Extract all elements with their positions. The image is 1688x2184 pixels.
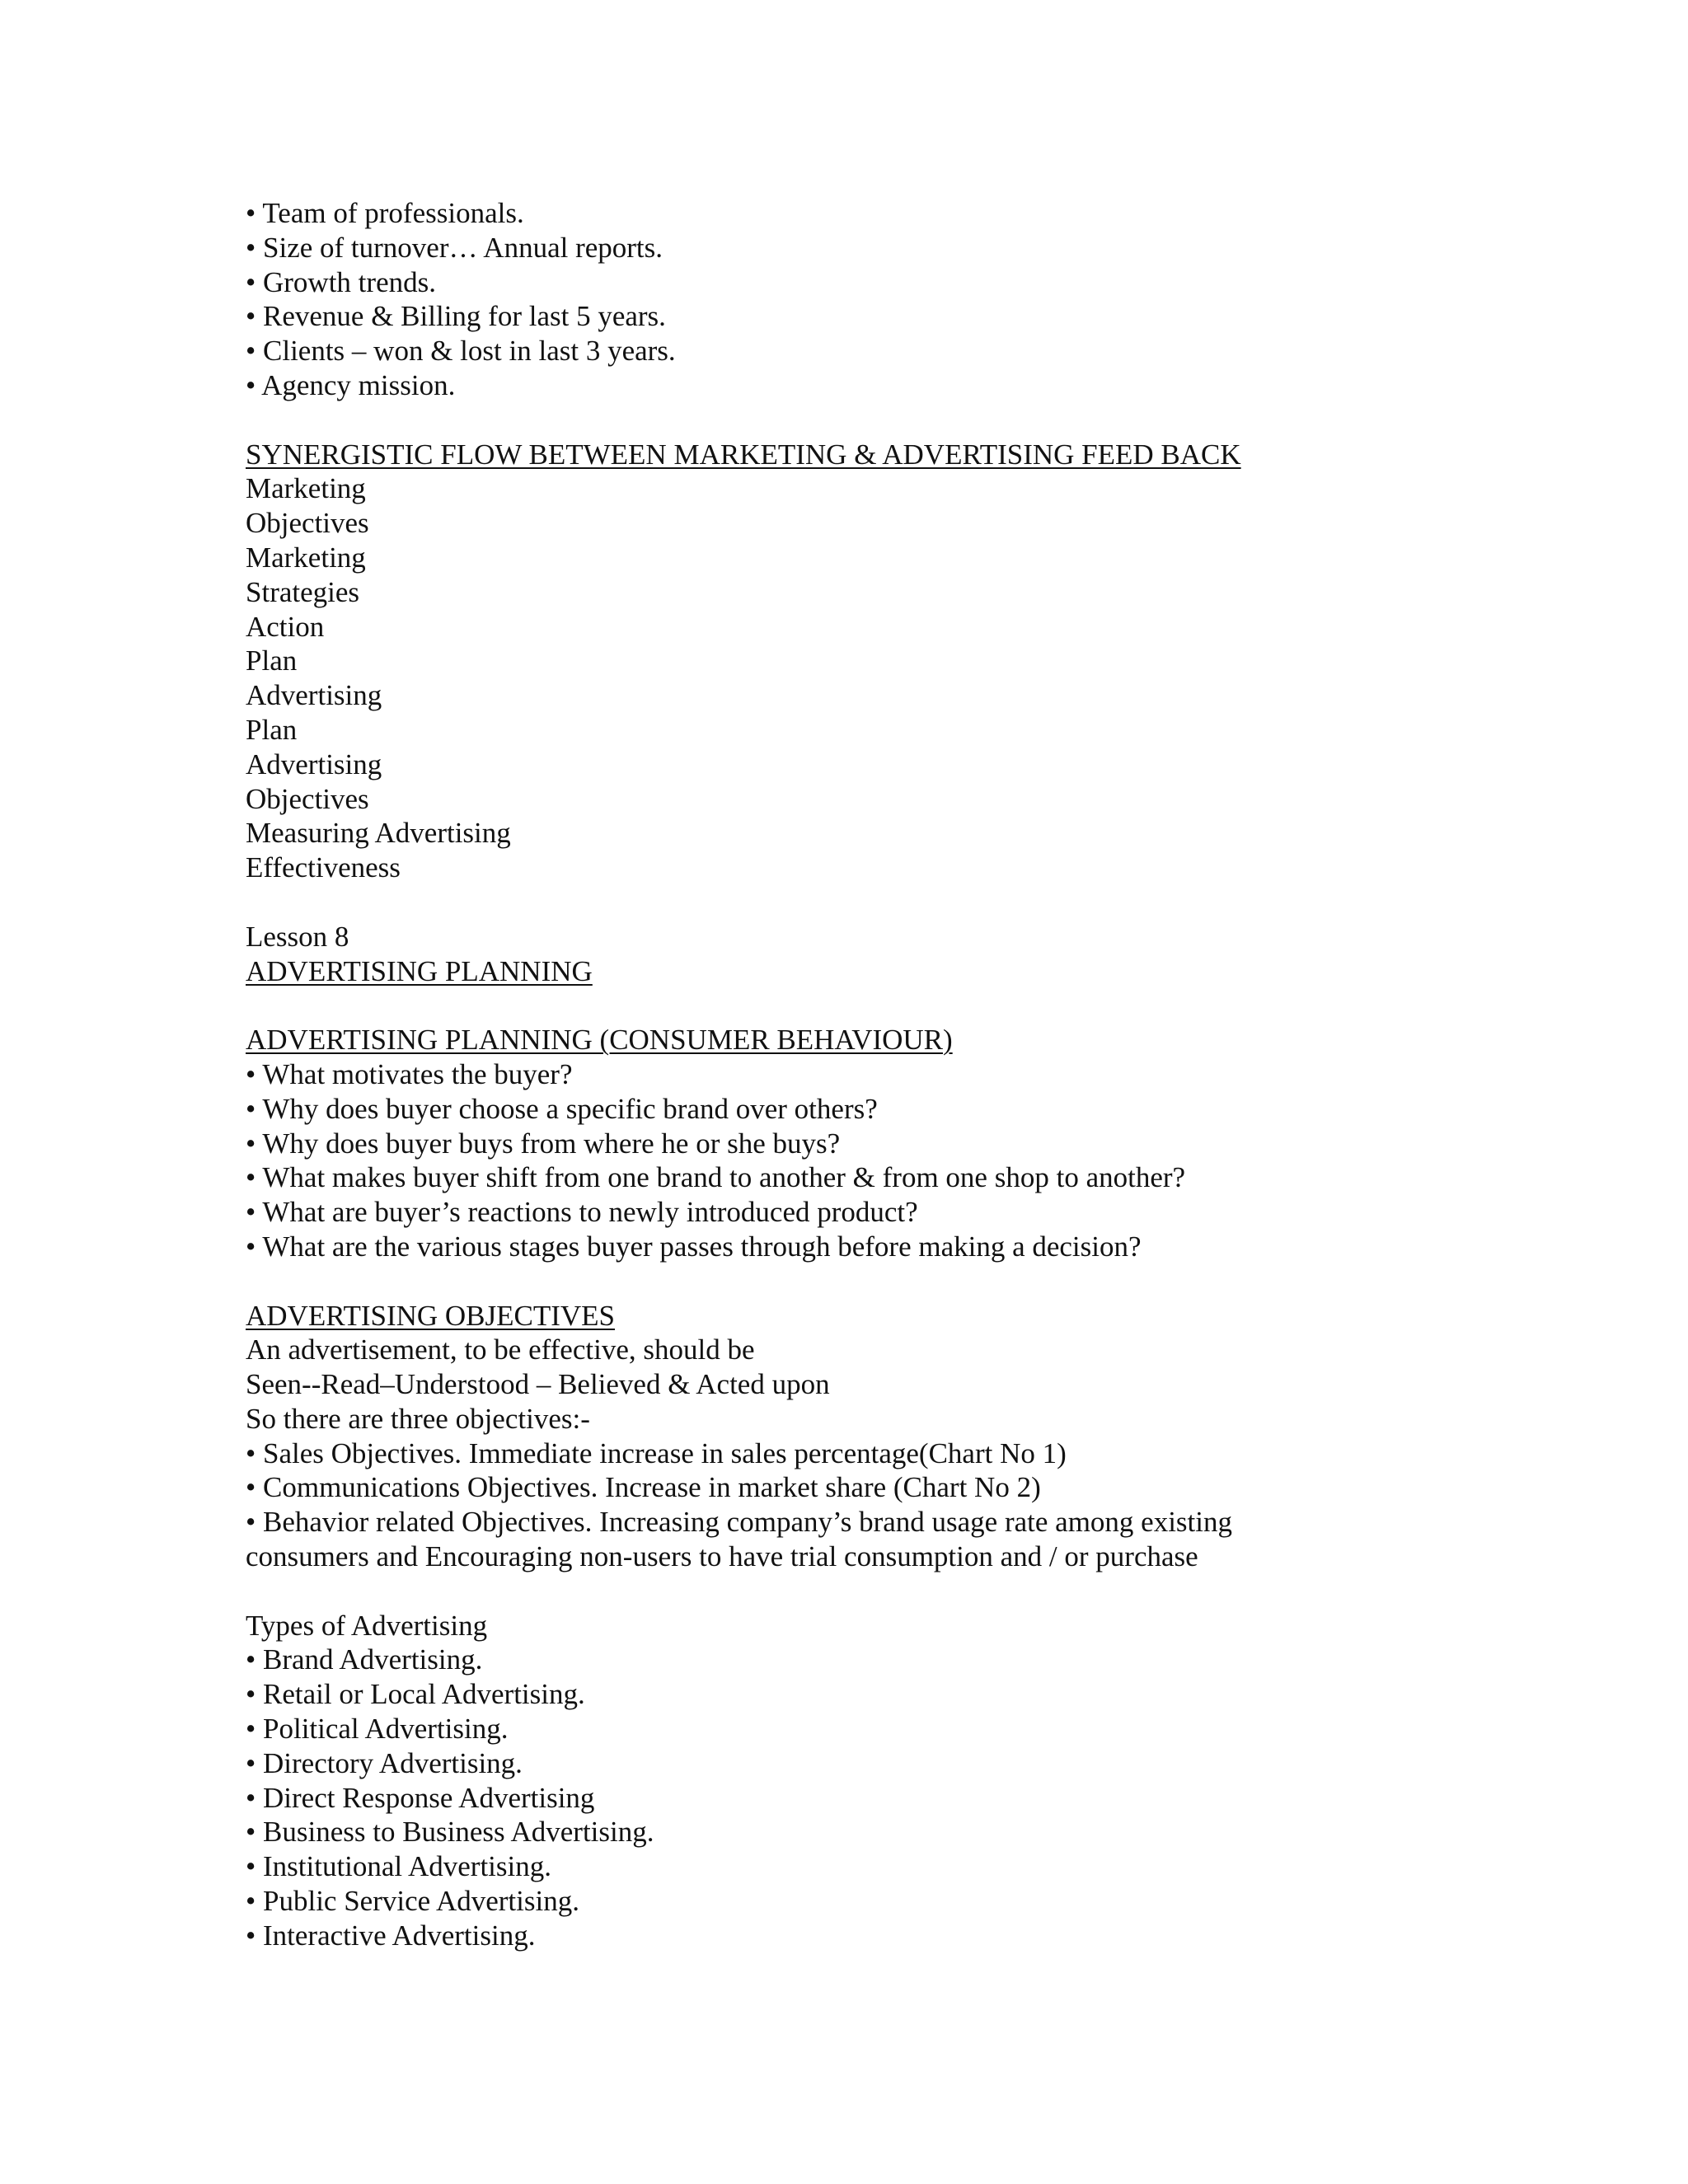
list-item: • Directory Advertising. [246,1746,523,1779]
list-item: • Why does buyer choose a specific brand over others? [246,1092,878,1125]
flow-line: Objectives [246,507,369,540]
objectives-section [246,1299,1564,1574]
list-item: • Political Advertising. [246,1713,509,1746]
paragraph-line: consumers and Encouraging non-users to have trial consumption and / or purchase [246,1540,1198,1573]
flow-line: Strategies [246,575,360,608]
flow-line: Measuring Advertising [246,817,511,850]
flow-line: Marketing [246,472,366,505]
list-item: • Revenue & Billing for last 5 years. [246,300,666,333]
list-item: • What are the various stages buyer passes through before making a decision? [246,1230,1142,1263]
section-heading: ADVERTISING OBJECTIVES [246,1299,616,1332]
flow-line: Action [246,610,325,643]
spacer [246,403,1564,438]
lesson-header [246,920,1564,989]
list-item: • Size of turnover… Annual reports. [246,231,663,264]
agency-criteria-list [246,196,1564,403]
list-item: • Growth trends. [246,265,436,298]
list-item: • What motivates the buyer? [246,1057,573,1090]
list-item: • Retail or Local Advertising. [246,1678,585,1711]
list-item: • Agency mission. [246,368,456,401]
spacer [246,885,1564,920]
document-page [246,196,1564,1953]
flow-line: Plan [246,644,298,677]
list-item: • Interactive Advertising. [246,1919,536,1952]
list-item: • Communications Objectives. Increase in market share (Chart No 2) [246,1471,1041,1504]
types-section [246,1609,1564,1953]
flow-line: Advertising [246,748,382,780]
list-item: • Direct Response Advertising [246,1781,595,1814]
lesson-title: ADVERTISING PLANNING [246,954,593,987]
list-item: • Business to Business Advertising. [246,1816,654,1849]
list-item: • Sales Objectives. Immediate increase in sales percentage(Chart No 1) [246,1436,1067,1469]
spacer [246,1574,1564,1609]
list-item: • What makes buyer shift from one brand to another & from one shop to another? [246,1161,1186,1194]
paragraph-line: An advertisement, to be effective, should be [246,1333,755,1366]
list-item: • Public Service Advertising. [246,1885,579,1918]
lesson-number: Lesson 8 [246,920,349,953]
list-item: • Behavior related Objectives. Increasing company’s brand usage rate among existing [246,1506,1232,1539]
consumer-behaviour-section [246,1023,1564,1264]
section-heading: SYNERGISTIC FLOW BETWEEN MARKETING & ADVERTISING FEED BACK [246,438,1241,471]
spacer [246,1264,1564,1299]
synergy-section [246,438,1564,885]
paragraph-line: So there are three objectives:- [246,1402,590,1435]
flow-line: Objectives [246,782,369,815]
flow-line: Advertising [246,679,382,712]
paragraph-line: Seen--Read–Understood – Believed & Acted upon [246,1368,830,1401]
list-item: • Why does buyer buys from where he or she buys? [246,1127,841,1160]
section-heading: ADVERTISING PLANNING (CONSUMER BEHAVIOUR) [246,1024,953,1057]
list-item: • Institutional Advertising. [246,1850,551,1883]
list-item: • Clients – won & lost in last 3 years. [246,335,676,368]
list-item: • What are buyer’s reactions to newly introduced product? [246,1196,918,1229]
list-item: • Brand Advertising. [246,1643,483,1676]
list-item: • Team of professionals. [246,197,524,229]
spacer [246,988,1564,1023]
flow-line: Effectiveness [246,851,401,884]
section-heading: Types of Advertising [246,1609,488,1642]
flow-line: Plan [246,713,298,746]
flow-line: Marketing [246,541,366,574]
